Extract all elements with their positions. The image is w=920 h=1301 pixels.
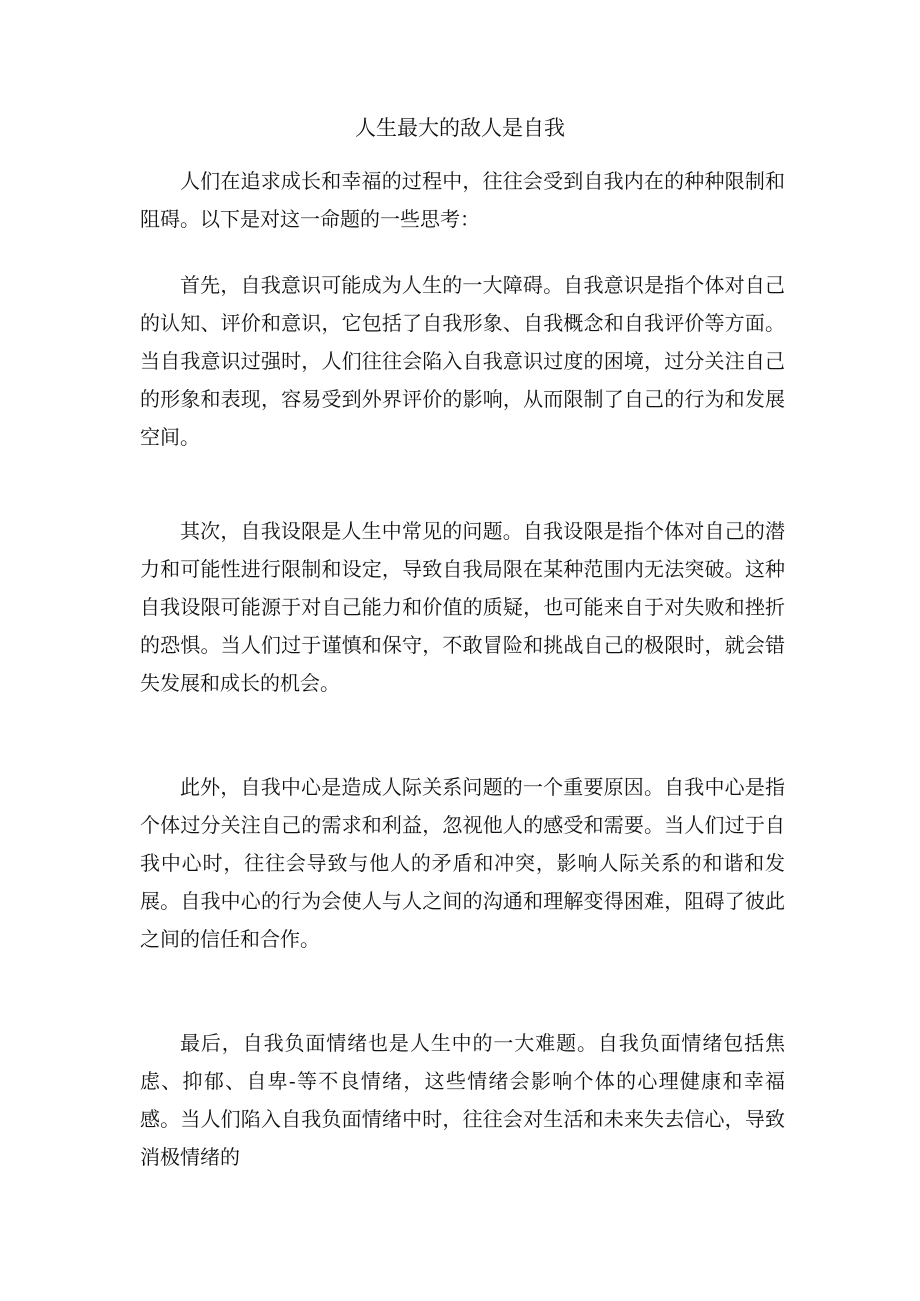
- document-title: 人生最大的敌人是自我: [355, 116, 565, 140]
- paragraph-self-limitation: 其次，自我设限是人生中常见的问题。自我设限是指个体对自己的潜力和可能性进行限制和设定，导致自我局限在某种范围内无法突破。这种自我设限可能源于对自己能力和价值的质疑，也可能来自于对失败和挫折的恐惧。当人们过于谨慎和保守，不敢冒险和挑战自己的极限时，就会错失发展和成长的机会。: [140, 519, 785, 695]
- paragraph-self-awareness: 首先，自我意识可能成为人生的一大障碍。自我意识是指个体对自己的认知、评价和意识，它包括了自我形象、自我概念和自我评价等方面。当自我意识过强时，人们往往会陷入自我意识过度的困境，过分关注自己的形象和表现，容易受到外界评价的影响，从而限制了自己的行为和发展空间。: [140, 273, 785, 449]
- paragraph-self-centeredness: 此外，自我中心是造成人际关系问题的一个重要原因。自我中心是指个体过分关注自己的需求和利益，忽视他人的感受和需要。当人们过于自我中心时，往往会导致与他人的矛盾和冲突，影响人际关系的和谐和发展。自我中心的行为会使人与人之间的沟通和理解变得困难，阻碍了彼此之间的信任和合作。: [140, 775, 785, 951]
- paragraph-intro: 人们在追求成长和幸福的过程中，往往会受到自我内在的种种限制和阻碍。以下是对这一命题的一些思考：: [140, 169, 785, 231]
- paragraph-negative-emotions: 最后，自我负面情绪也是人生中的一大难题。自我负面情绪包括焦虑、抑郁、自卑-等不良情绪，这些情绪会影响个体的心理健康和幸福感。当人们陷入自我负面情绪中时，往往会对生活和未来失去信心，导致消极情绪的: [140, 1031, 785, 1169]
